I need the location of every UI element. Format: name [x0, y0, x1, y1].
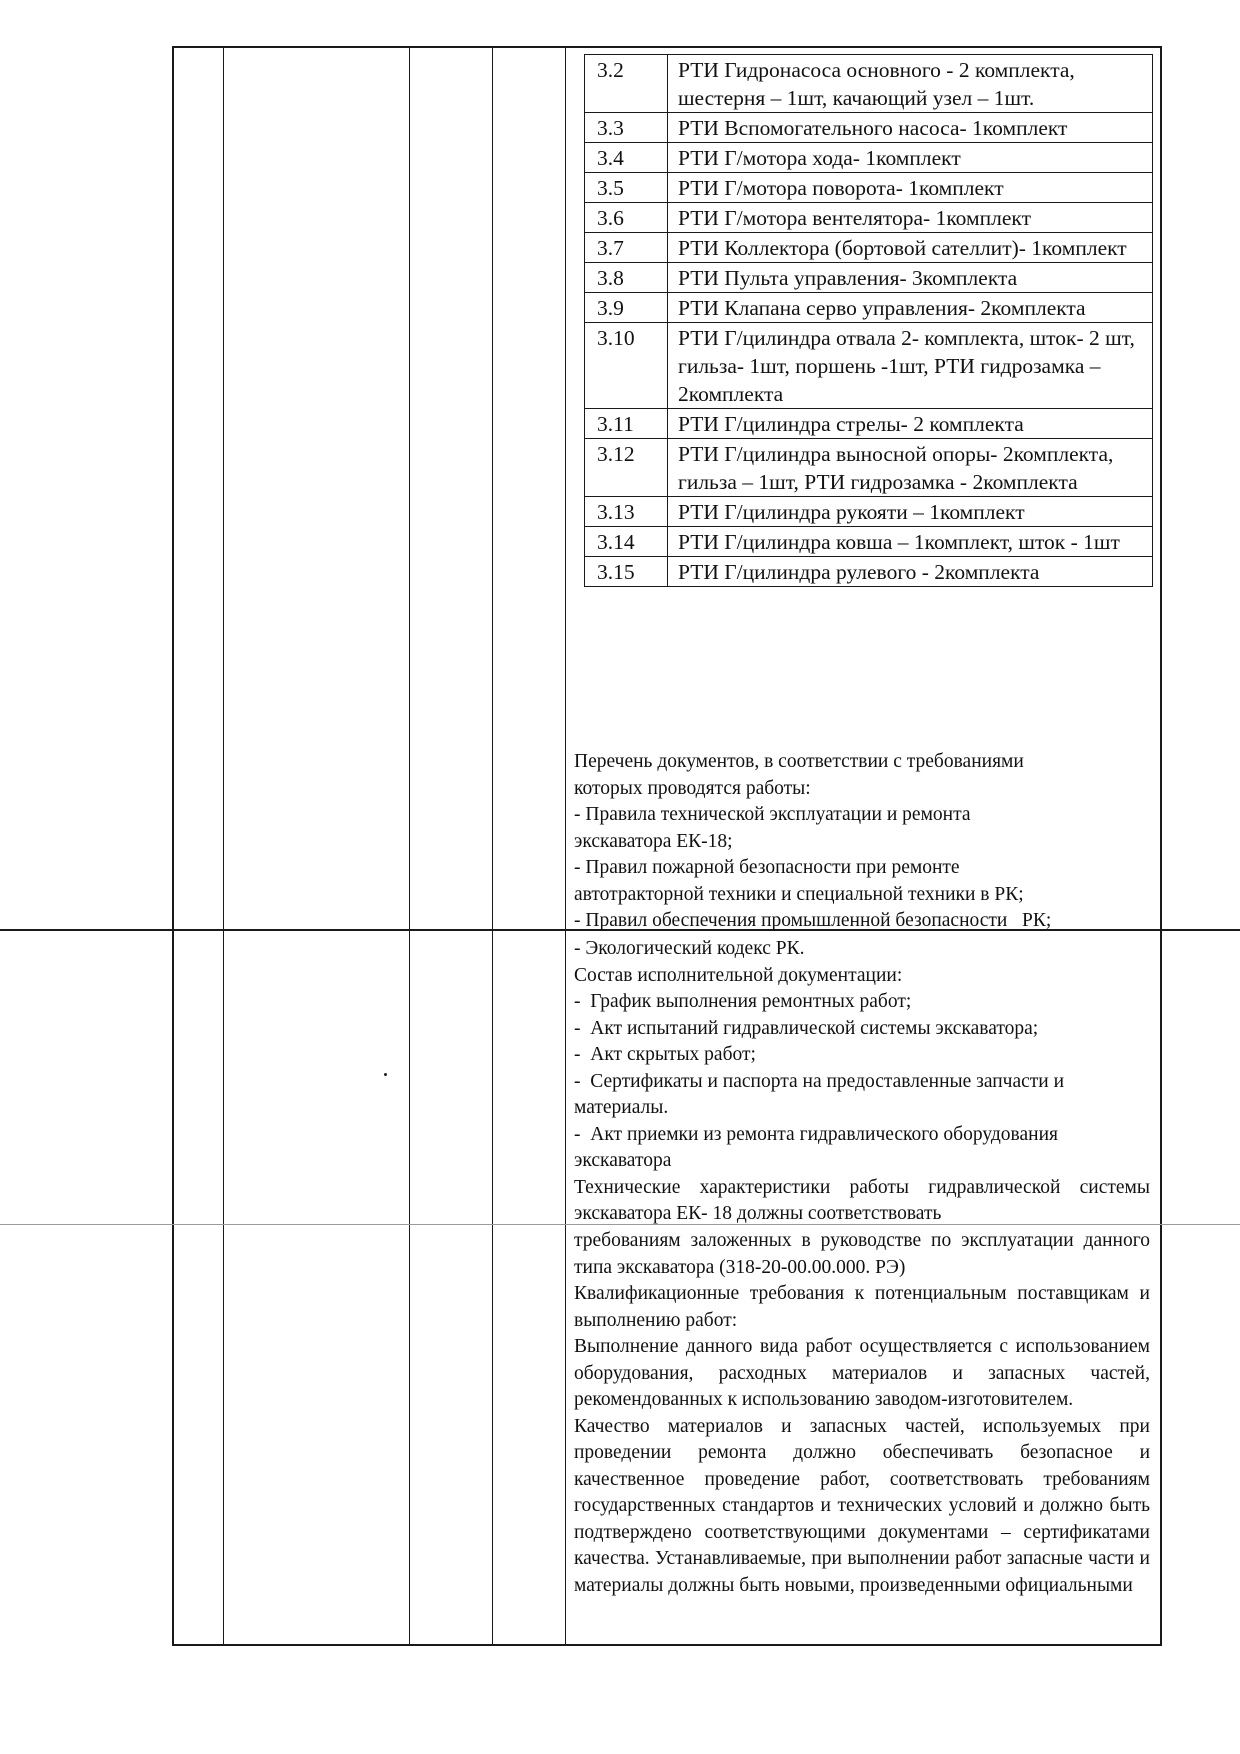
parts-row-description: РТИ Гидронасоса основного - 2 комплекта, шестерня – 1шт, качающий узел – 1шт.	[668, 55, 1153, 113]
parts-row-description: РТИ Клапана серво управления- 2комплекта	[668, 293, 1153, 323]
parts-row	[585, 497, 1153, 527]
parts-row-description: РТИ Вспомогательного насоса- 1комплект	[668, 113, 1153, 143]
parts-row-number: 3.6	[585, 203, 668, 233]
parts-row-number: 3.14	[585, 527, 668, 557]
text-line: - График выполнения ремонтных работ;	[574, 991, 912, 1012]
parts-row-number: 3.5	[585, 173, 668, 203]
text-line: - Правил обеспечения промышленной безопасности РК;	[574, 910, 1052, 931]
outer-table-top-border	[172, 46, 1162, 48]
parts-row-description: РТИ Г/цилиндра ковша – 1комплект, шток - 1шт	[668, 527, 1153, 557]
parts-row-number: 3.11	[585, 409, 668, 439]
parts-row-number: 3.15	[585, 557, 668, 587]
executive-docs-block	[574, 936, 1155, 1228]
parts-row	[585, 323, 1153, 409]
text-line: - Сертификаты и паспорта на предоставленные запчасти и	[574, 1070, 1065, 1092]
text-line: - Правила технической эксплуатации и ремонта	[574, 804, 971, 825]
parts-row-number: 3.7	[585, 233, 668, 263]
text-line: - Акт скрытых работ;	[574, 1044, 756, 1065]
parts-row	[585, 557, 1153, 587]
quality-paragraph: Качество материалов и запасных частей, используемых при проведении ремонта должно обеспечивать безопасное и качественное проведение работ, соответствовать требованиям государственных стандартов и технических условий и должно быть подтверждено соответствующими документами – сертификатами качества. Устанавливаемые, при выполнении работ запасные части и материалы должны быть новыми, произведенными официальными	[574, 1415, 1155, 1596]
outer-table-col-divider-2	[409, 47, 410, 1645]
outer-table-bottom-border	[172, 1644, 1162, 1646]
text-line: - Акт испытаний гидравлической системы экскаватора;	[574, 1017, 1039, 1039]
paragraph: требованиям заложенных в руководстве по эксплуатации данного типа экскаватора (318-20-00.00.000. РЭ)	[574, 1230, 1155, 1278]
text-line: экскаватора	[574, 1150, 672, 1171]
paragraph: Выполнение данного вида работ осуществляется с использованием оборудования, расходных материалов и запасных частей, рекомендованных к использованию заводом-изготовителем.	[574, 1336, 1155, 1410]
parts-row-number: 3.10	[585, 323, 668, 409]
parts-row-description: РТИ Г/мотора поворота- 1комплект	[668, 173, 1153, 203]
parts-table	[584, 54, 1153, 587]
parts-row	[585, 113, 1153, 143]
outer-table-col-divider-1	[223, 47, 224, 1645]
requirements-block	[574, 1228, 1155, 1599]
outer-table-left-border	[172, 47, 174, 1645]
parts-row-description: РТИ Г/цилиндра рулевого - 2комплекта	[668, 557, 1153, 587]
scan-speck	[384, 1073, 387, 1076]
parts-row-number: 3.4	[585, 143, 668, 173]
documents-list-block	[574, 749, 1150, 935]
text-line: Перечень документов, в соответствии с требованиями	[574, 751, 1024, 772]
outer-table-right-border	[1160, 47, 1162, 1645]
text-line: - Экологический кодекс РК.	[574, 938, 805, 959]
parts-row	[585, 439, 1153, 497]
parts-row	[585, 203, 1153, 233]
text-line: которых проводятся работы:	[574, 777, 811, 799]
parts-row-description: РТИ Пульта управления- 3комплекта	[668, 263, 1153, 293]
text-line: материалы.	[574, 1097, 669, 1118]
text-line: - Правил пожарной безопасности при ремонте	[574, 857, 960, 878]
parts-row-description: РТИ Г/цилиндра выносной опоры- 2комплекта, гильза – 1шт, РТИ гидрозамка - 2комплекта	[668, 439, 1153, 497]
parts-row	[585, 173, 1153, 203]
text-line: экскаватора ЕК-18;	[574, 830, 733, 852]
parts-row	[585, 293, 1153, 323]
parts-row-description: РТИ Г/цилиндра стрелы- 2 комплекта	[668, 409, 1153, 439]
text-line: - Акт приемки из ремонта гидравлического оборудования	[574, 1123, 1058, 1145]
parts-row-number: 3.2	[585, 55, 668, 113]
text-line: Состав исполнительной документации:	[574, 964, 903, 986]
parts-row-number: 3.13	[585, 497, 668, 527]
parts-row-number: 3.9	[585, 293, 668, 323]
parts-row-number: 3.3	[585, 113, 668, 143]
outer-table-col-divider-4	[565, 47, 566, 1645]
parts-row-description: РТИ Коллектора (бортовой сателлит)- 1комплект	[668, 233, 1153, 263]
parts-row-number: 3.8	[585, 263, 668, 293]
parts-row-number: 3.12	[585, 439, 668, 497]
parts-row-description: РТИ Г/цилиндра рукояти – 1комплект	[668, 497, 1153, 527]
text-line: автотракторной техники и специальной техники в РК;	[574, 883, 1024, 905]
parts-row	[585, 143, 1153, 173]
parts-row	[585, 55, 1153, 113]
qualification-heading-paragraph: Квалификационные требования к потенциальным поставщикам и выполнению работ:	[574, 1283, 1155, 1331]
parts-row-description: РТИ Г/мотора хода- 1комплект	[668, 143, 1153, 173]
parts-row-description: РТИ Г/цилиндра отвала 2- комплекта, шток- 2 шт, гильза- 1шт, поршень -1шт, РТИ гидрозамка – 2комплекта	[668, 323, 1153, 409]
parts-row	[585, 233, 1153, 263]
parts-row-description: РТИ Г/мотора вентелятора- 1комплект	[668, 203, 1153, 233]
tech-characteristics-paragraph: Технические характеристики работы гидравлической системы экскаватора ЕК- 18 должны соответствовать	[574, 1176, 1155, 1224]
parts-row	[585, 263, 1153, 293]
parts-row	[585, 527, 1153, 557]
outer-table-col-divider-3	[492, 47, 493, 1645]
parts-row	[585, 409, 1153, 439]
